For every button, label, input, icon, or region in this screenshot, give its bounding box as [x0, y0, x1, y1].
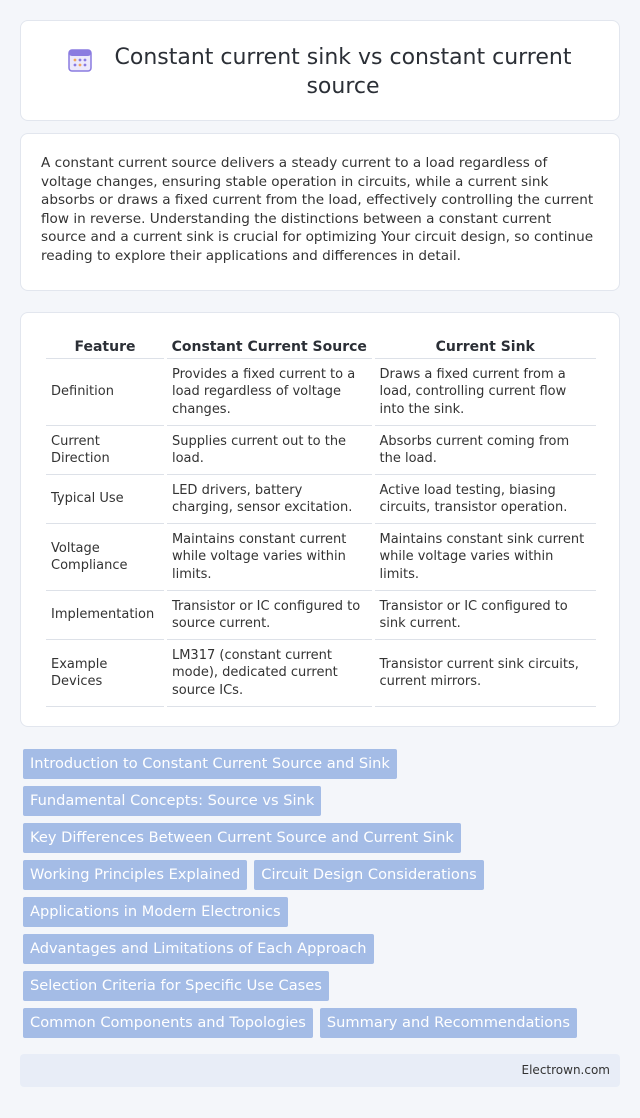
- topic-link-fundamental-concepts[interactable]: Fundamental Concepts: Source vs Sink: [23, 786, 321, 816]
- source-cell: LM317 (constant current mode), dedicated current source ICs.: [167, 640, 372, 707]
- sink-cell: Transistor or IC configured to sink current.: [375, 591, 597, 640]
- topic-link-working-principles[interactable]: Working Principles Explained: [23, 860, 247, 890]
- topic-row: [20, 860, 620, 897]
- table-row: [46, 640, 596, 707]
- source-cell: Transistor or IC configured to source current.: [167, 591, 372, 640]
- calendar-icon: [67, 47, 93, 73]
- topic-link-key-differences[interactable]: Key Differences Between Current Source and Current Sink: [23, 823, 461, 853]
- source-cell: Supplies current out to the load.: [167, 426, 372, 475]
- comparison-table: [43, 333, 599, 707]
- column-header-sink: Current Sink: [375, 333, 597, 359]
- column-header-feature: Feature: [46, 333, 164, 359]
- footer: [20, 1054, 620, 1087]
- feature-cell: Example Devices: [46, 640, 164, 707]
- sink-cell: Transistor current sink circuits, current mirrors.: [375, 640, 597, 707]
- topic-row: [20, 1008, 620, 1045]
- feature-cell: Implementation: [46, 591, 164, 640]
- table-row: [46, 426, 596, 475]
- sink-cell: Maintains constant sink current while voltage varies within limits.: [375, 524, 597, 591]
- sink-cell: Draws a fixed current from a load, controlling current flow into the sink.: [375, 359, 597, 426]
- feature-cell: Typical Use: [46, 475, 164, 524]
- topic-link-introduction[interactable]: Introduction to Constant Current Source and Sink: [23, 749, 397, 779]
- topic-row: [20, 934, 620, 971]
- intro-card: [20, 133, 620, 291]
- topic-row: [20, 823, 620, 860]
- title-card: [20, 20, 620, 121]
- topic-row: [20, 897, 620, 934]
- feature-cell: Voltage Compliance: [46, 524, 164, 591]
- comparison-table-card: [20, 312, 620, 727]
- intro-paragraph: A constant current source delivers a steady current to a load regardless of voltage changes, ensuring stable operation in circuits, while a current sink absorbs or draws a fixed current from the load, effectively controlling the current flow in reverse. Understanding the distinctions between a constant current source and a current sink is crucial for optimizing Your circuit design, so continue reading to explore their applications and differences in detail.: [41, 155, 594, 264]
- column-header-source: Constant Current Source: [167, 333, 372, 359]
- topic-link-common-components[interactable]: Common Components and Topologies: [23, 1008, 313, 1038]
- topic-link-applications[interactable]: Applications in Modern Electronics: [23, 897, 288, 927]
- sink-cell: Absorbs current coming from the load.: [375, 426, 597, 475]
- topic-link-circuit-design[interactable]: Circuit Design Considerations: [254, 860, 483, 890]
- title-wrap: [21, 21, 619, 101]
- topic-link-selection-criteria[interactable]: Selection Criteria for Specific Use Cases: [23, 971, 329, 1001]
- topic-row: [20, 786, 620, 823]
- source-cell: Maintains constant current while voltage varies within limits.: [167, 524, 372, 591]
- table-header-row: [46, 333, 596, 359]
- topic-links: [20, 749, 620, 1045]
- feature-cell: Current Direction: [46, 426, 164, 475]
- page-title: Constant current sink vs constant current source: [114, 45, 572, 99]
- topic-row: [20, 971, 620, 1008]
- feature-cell: Definition: [46, 359, 164, 426]
- source-cell: Provides a fixed current to a load regardless of voltage changes.: [167, 359, 372, 426]
- table-row: [46, 524, 596, 591]
- footer-site-name: Electrown.com: [521, 1063, 610, 1077]
- table-row: [46, 475, 596, 524]
- sink-cell: Active load testing, biasing circuits, transistor operation.: [375, 475, 597, 524]
- table-row: [46, 359, 596, 426]
- topic-row: [20, 749, 620, 786]
- topic-link-advantages-limitations[interactable]: Advantages and Limitations of Each Approach: [23, 934, 374, 964]
- source-cell: LED drivers, battery charging, sensor excitation.: [167, 475, 372, 524]
- table-row: [46, 591, 596, 640]
- topic-link-summary[interactable]: Summary and Recommendations: [320, 1008, 577, 1038]
